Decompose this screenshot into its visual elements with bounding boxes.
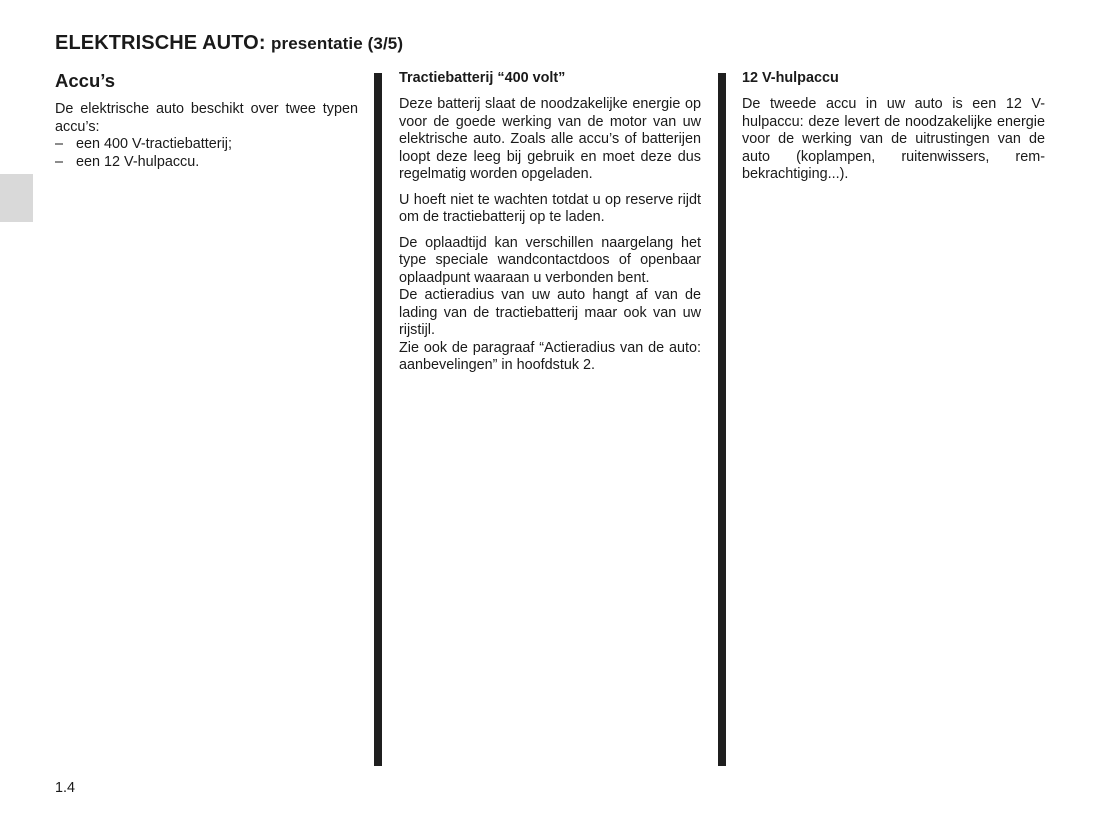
column-divider-bar bbox=[718, 73, 726, 766]
paragraph: De oplaadtijd kan verschillen naargelang het type speciale wandcontactdoos of openbaar oplaadpunt waaraan u verbonden bent. bbox=[399, 234, 701, 286]
page-number: 1.4 bbox=[55, 780, 76, 796]
column-divider-bar bbox=[374, 73, 382, 766]
list-dash: – bbox=[55, 153, 64, 170]
paragraph: Deze batterij slaat de noodzakelijke energie op voor de goede werking van de motor van uw elektrische auto. Zoals alle accu’s of batterijen loopt deze leeg bij gebruik en moet deze dus regelmatig worden opgeladen. bbox=[399, 96, 701, 182]
list-item-text: een 12 V-hulpaccu. bbox=[76, 153, 200, 170]
paragraph: U hoeft niet te wachten totdat u op reserve rijdt om de tractiebatterij op te laden. bbox=[399, 191, 701, 225]
sub-heading-hulpaccu: 12 V-hulpaccu bbox=[742, 70, 839, 86]
page-title bbox=[55, 32, 403, 55]
column-tractiebatterij bbox=[399, 70, 701, 375]
column-hulpaccu bbox=[742, 70, 1045, 192]
section-heading-accus: Accu’s bbox=[55, 70, 115, 91]
page-title-sub: presentatie (3/5) bbox=[271, 34, 404, 53]
battery-type-list bbox=[55, 136, 358, 171]
chapter-thumb-tab bbox=[0, 174, 33, 222]
paragraph: De tweede accu in uw auto is een 12 V-hulpaccu: deze levert de noodzakelijke energie voor de werking van de uitrustingen van de auto (koplampen, ruitenwissers, rembekrachtiging...). bbox=[742, 96, 1045, 182]
sub-heading-tractiebatterij: Tractiebatterij “400 volt” bbox=[399, 70, 566, 86]
paragraph: Zie ook de paragraaf “Actieradius van de auto: aanbevelingen” in hoofdstuk 2. bbox=[399, 339, 701, 373]
list-dash: – bbox=[55, 136, 64, 152]
column-accus bbox=[55, 70, 358, 171]
paragraph: De actieradius van uw auto hangt af van de lading van de tractiebatterij maar ook van uw rijstijl. bbox=[399, 287, 701, 338]
page-title-main: ELEKTRISCHE AUTO: bbox=[55, 32, 266, 54]
intro-paragraph: De elektrische auto beschikt over twee typen accu’s: bbox=[55, 101, 358, 135]
list-item bbox=[55, 154, 358, 172]
list-item bbox=[55, 136, 358, 154]
list-item-text: een 400 V-tractiebatterij; bbox=[76, 136, 232, 152]
